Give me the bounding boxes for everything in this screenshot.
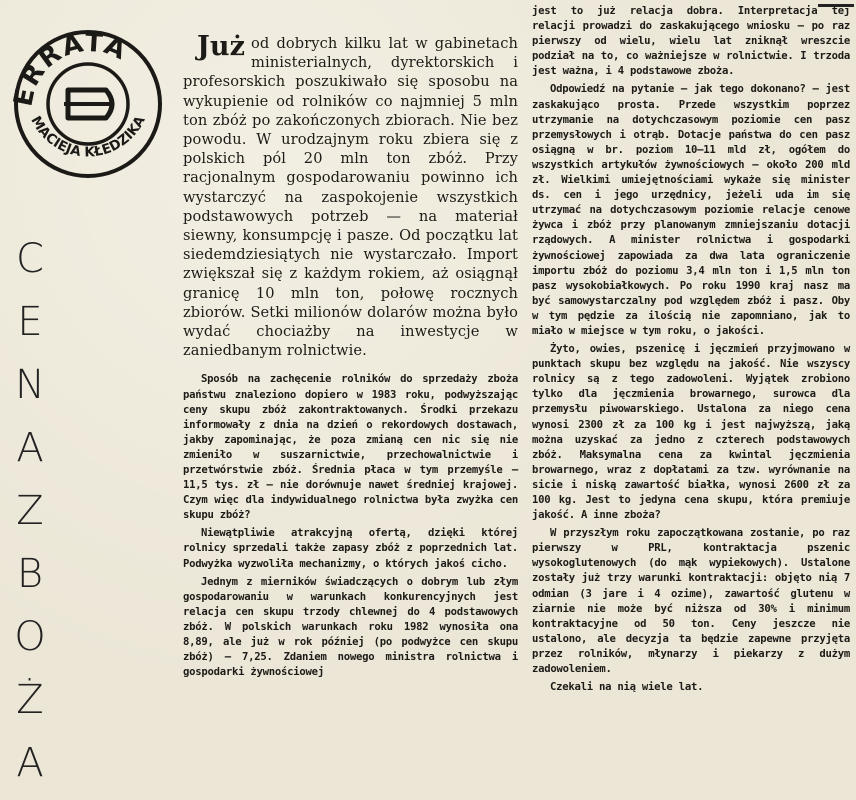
paragraph: Żyto, owies, pszenicę i jęczmień przyjmowano w punktach skupu bez względu na jakość. Nie wszyscy rolnicy są z tego zadowoleni. Wyjątek zrobiono tylko dla jęczmienia browarnego, surowca dla przemysłu piwowarskiego. Ustalona za niego cena wynosi 2300 zł za 100 kg i jest najwyższą, jaką można uzyskać za jedno z czterech podstawowych zbóż. Maksymalna cena za kwintal jęczmienia browarnego, wraz z dopłatami za tzw. wyrównanie na sicie i niską zawartość białka, wynosi 2600 zł za 100 kg. Jest to jedyna cena skupu, która premiuje jakość. A inne zboża? bbox=[532, 343, 850, 522]
errata-seal-logo bbox=[8, 22, 168, 182]
vertical-title bbox=[8, 228, 52, 795]
lead-dropword: Już bbox=[197, 31, 246, 62]
article-column-2 bbox=[532, 4, 850, 698]
title-letter: B bbox=[16, 551, 44, 597]
paragraph: Czekali na nią wiele lat. bbox=[550, 681, 704, 694]
paragraph: W przyszłym roku zapoczątkowana zostanie, po raz pierwszy w PRL, kontraktacja pszenic wysokoglutenowych (do mąk wypiekowych). Ustalone zostały już trzy warunki kontraktacji: objęto nią 7 odmian (3 jare i 4 ozime), zawartość glutenu w ziarnie nie może być niższa od 30% i minimum kontraktacyjne od 50 ton. Ceny jeszcze nie ustalono, ale decyzja ta będzie zapewne przyjęta przez rolników, młynarzy i piekarzy z dużym zadowoleniem. bbox=[532, 527, 850, 676]
title-letter: Z bbox=[16, 488, 44, 534]
lead-text: od dobrych kilku lat w gabinetach ministerialnych, dyrektorskich i profesorskich poszukiwało się sposobu na wykupienie od rolników co najmniej 5 mln ton zbóż po zakończonych zbiorach. Nie bez powodu. W urodzajnym roku zbiera się z polskich pól 20 mln ton zbóż. Przy racjonalnym gospodarowaniu powinno ich wystarczyć na zaspokojenie wszystkich podstawowych potrzeb — na materiał siewny, konsumpcję i pasze. Od początku lat siedemdziesiątych nie wystarczało. Import zwiększał się z każdym rokiem, aż osiągnął granicę 10 mln ton, połowę rocznych zbiorów. Setki milionów dolarów można było wydać chociażby na inwestycje w zaniedbanym rolnictwie. bbox=[183, 35, 518, 360]
seal-top-text: ERRATA bbox=[8, 27, 132, 109]
seal-bottom-text: MACIEJA KŁEDZIKA bbox=[27, 113, 149, 161]
article-column-1 bbox=[183, 31, 518, 683]
title-letter: O bbox=[14, 614, 46, 660]
title-letter: A bbox=[16, 425, 44, 471]
paragraph: Niewątpliwie atrakcyjną ofertą, dzięki której rolnicy sprzedali także zapasy zbóż z poprzednich lat. Podwyżka wyzwoliła mechanizmy, o których jakoś cicho. bbox=[183, 527, 518, 570]
paragraph: Odpowiedź na pytanie — jak tego dokonano? — jest zaskakująco prosta. Przede wszystkim poprzez utrzymanie na dotychczasowym poziomie cen pasz przemysłowych i otrąb. Dotacje państwa do cen pasz osiągną w br. poziom 10—11 mld zł, ogółem do wszystkich artykułów żywnościowych — około 200 mld zł. Wielkimi umiejętnościami wykaże się minister ds. cen i jego urzędnicy, jeżeli uda im się utrzymać na dotychczasowym poziomie relacje cenowe żywca i zbóż przy planowanym zmniejszaniu dotacji rządowych. A minister rolnictwa i gospodarki żywnościowej zapowiada za dwa lata ograniczenie importu zbóż do poziomu 3,4 mln ton i 1,5 mln ton pasz wysokobiałkowych. Po roku 1990 kraj nasz ma być samowystarczalny pod względem zbóż i pasz. Oby w tym pędzie za ilością nie zapomniano, jak to miało w miejsce w tym roku, o jakości. bbox=[532, 83, 850, 337]
paragraph: jest to już relacja dobra. Interpretacja tej relacji prowadzi do zaskakującego wniosku — po raz pierwszy od wielu, wielu lat zniknął wreszcie podział na to, co ważniejsze w rolnictwie. I trzoda jest ważna, i 4 podstawowe zboża. bbox=[532, 5, 850, 78]
lead-paragraph bbox=[183, 31, 518, 360]
title-letter: A bbox=[16, 740, 44, 786]
paragraph: Sposób na zachęcenie rolników do sprzedaży zboża państwu znaleziono dopiero w 1983 roku, podwyższając ceny skupu zbóż zakontraktowanych. Środki przekazu informowały z dnia na dzień o rekordowych dostawach, jakby zapominając, że poza zmianą cen nic się nie zmieniło w suszarnictwie, przechowalnictwie i przetwórstwie zbóż. Średnia płaca w tym przemyśle — 11,5 tys. zł — nie dorównuje nawet średniej krajowej. Czym więc dla indywidualnego rolnictwa była zwyżka cen skupu zbóż? bbox=[183, 373, 518, 522]
paragraph: Jednym z mierników świadczących o dobrym lub złym gospodarowaniu w warunkach konkurencyjnych jest relacja cen skupu trzody chlewnej do 4 podstawowych zbóż. W polskich warunkach roku 1982 wynosiła ona 8,89, ale już w rok później (po podwyżce cen skupu zbóż) — 7,25. Zdaniem nowego ministra rolnictwa i gospodarki żywnościowej bbox=[183, 575, 518, 679]
column-1-body bbox=[183, 372, 518, 680]
title-letter: E bbox=[17, 299, 43, 345]
title-letter: C bbox=[16, 236, 44, 282]
title-letter: Ż bbox=[16, 677, 44, 723]
title-letter: N bbox=[15, 362, 45, 408]
